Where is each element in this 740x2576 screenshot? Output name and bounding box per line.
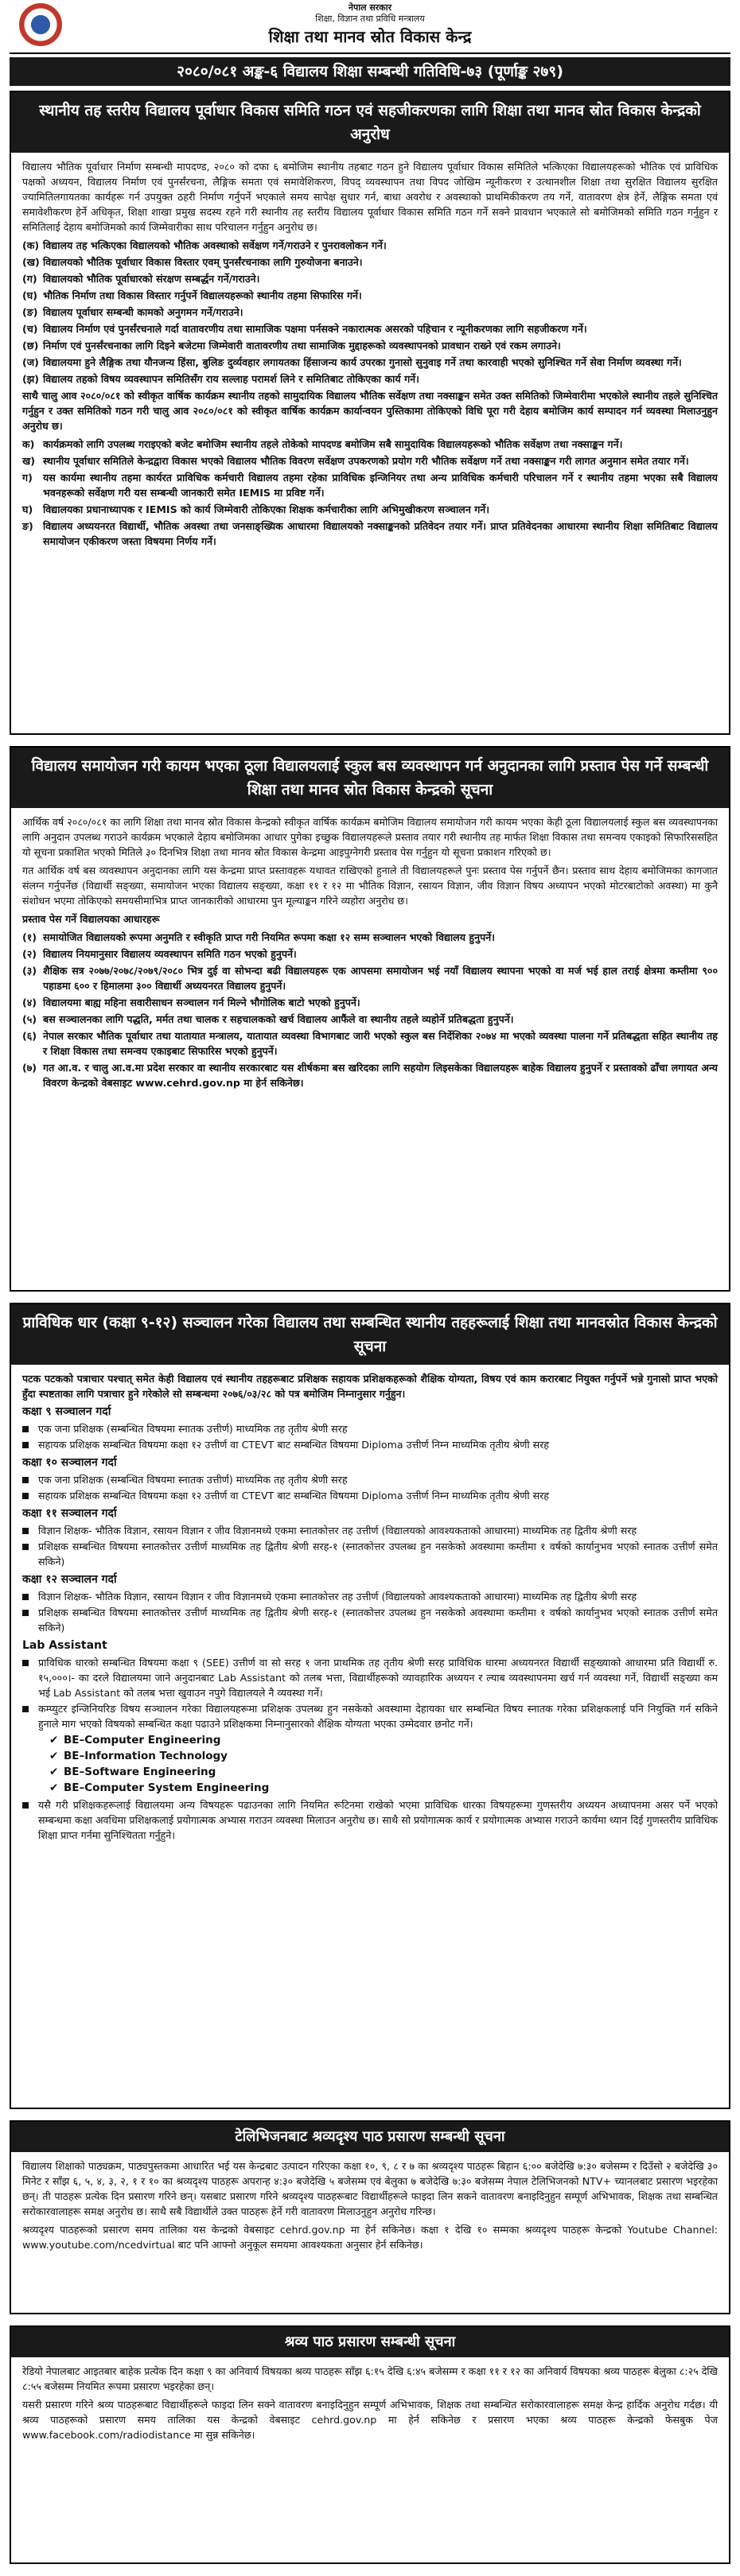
list-item: ग) यस कार्यमा स्थानीय तहमा कार्यरत प्राविधिक कर्मचारी विद्यालय तहमा रहेका प्राविधिक इन्जिनियर तथा अन्य प्राविधिक कर्मचारी परिचालन गर्ने र स्थानीय तहमा भएका सबै विद्यालय भवनहरूको सर्वेक्षण गरी यस सम्बन्धी जानकारी समेत IEMIS मा प्रविष्ट गर्ने। bbox=[22, 472, 718, 499]
list-item: ✔ BE–Computer Engineering bbox=[49, 1734, 221, 1746]
list-item: ✔ BE–Information Technology bbox=[49, 1750, 228, 1762]
notice-school-bus bbox=[10, 746, 730, 1292]
section-body bbox=[11, 2152, 729, 2262]
list-item: (४) विद्यालयमा बाह्य महिना सवारीसाधन सञ्चालन गर्न मिल्ने भौगोलिक बाटो भएको हुनुपर्ने। bbox=[22, 997, 360, 1008]
center-name: शिक्षा तथा मानव स्रोत विकास केन्द्र bbox=[268, 27, 472, 46]
task-list bbox=[22, 437, 718, 549]
responsibility-list bbox=[22, 238, 718, 387]
ministry-name: शिक्षा, विज्ञान तथा प्रविधि मन्त्रालय bbox=[315, 14, 425, 24]
paragraph: विद्यालय शिक्षाको पाठ्यक्रम, पाठ्यपुस्तकमा आधारित भई यस केन्द्रबाट उत्पादन गरिएका कक्षा १०, ९, ८ र ७ का श्रव्यदृश्य पाठहरू बिहान ६:०० बजेदेखि ७:३० बजेसम्म र दिउँसो २ बजेदेखि ३० मिनेट र साँझ ६, ५, ४, ३, २, १ र १० का श्रव्यदृश्य पाठहरू अपरान्ह ४:३० बजेदेखि ५ बजेसम्म एवं बेलुका ७ बजेदेखि ७:३० बजेसम्म नेपाल टेलिभिजनको NTV+ च्यानलबाट प्रसारण भइरहेका छन्। ती पाठहरू प्रत्येक दिन प्रसारण गरिने छन्। यसबाट प्रसारण गरिने श्रव्यदृश्य पाठहरूबाट विद्यार्थीहरूले फाइदा लिन सकने वातावरण बनाइदिनुहुन सम्पूर्ण अभिभावक, शिक्षक तथा सम्बन्धित सरोकारवालाहरू समक्ष अनुरोध छ। साथै सबै विद्यार्थीले उक्त पाठहरू हेर्ने गरी वातावरण मिलाउनुहुन अनुरोध गरिन्छ। bbox=[22, 2160, 718, 2217]
section-body bbox=[11, 1365, 729, 1850]
list-item: यसै गरी प्रशिक्षकहरूलाई विद्यालयमा अन्य विषयहरू पढाउनका लागि नियमित रूटिनमा राखेको भएमा प्राविधिक धारका विषयहरूमा गुणस्तरीय अध्ययन अध्यापनमा असर पर्ने भएको सम्बन्धमा कक्षा अवधिमा प्रशिक्षकलाई प्रयोगात्मक अभ्यास गराउन व्यवस्था मिलाउन अनुरोध छ। साथै सो प्रयोगात्मक कार्य र प्रयोगात्मक अभ्यास गराउने कार्यमा ध्यान दिई गुणस्तरीय प्राविधिक शिक्षा प्राप्त गर्नमा सुनिश्चितता गर्नुहुने। bbox=[22, 1797, 718, 1843]
list-item: विज्ञान शिक्षक- भौतिक विज्ञान, रसायन विज्ञान र जीव विज्ञानमध्ये एकमा स्नातकोत्तर तह उत्तीर्ण (विद्यालयको आवश्यकताको आधारमा) माध्यमिक तह द्वितीय श्रेणी सरह bbox=[22, 1523, 718, 1538]
requirement-list bbox=[22, 1472, 718, 1503]
grade-heading: कक्षा १२ सञ्चालन गर्दा bbox=[22, 1573, 117, 1586]
list-item: विज्ञान शिक्षक- भौतिक विज्ञान, रसायन विज्ञान र जीव विज्ञानमध्ये एकमा स्नातकोत्तर तह उत्तीर्ण (विद्यालयको आवश्यकताको आधारमा) माध्यमिक तह द्वितीय श्रेणी सरह bbox=[22, 1589, 718, 1604]
grade-heading: कक्षा ९ सञ्चालन गर्दा bbox=[22, 1405, 111, 1418]
list-item: (५) बस सञ्चालनका लागि पद्धति, मर्मत तथा चालक र सहचालकको खर्च विद्यालय आफैंले वा स्थानीय तहले व्यहोर्ने प्रतिबद्धता हुनुपर्ने। bbox=[22, 1013, 514, 1025]
notice-tv-broadcast bbox=[10, 2120, 730, 2314]
list-item: प्रशिक्षक सम्बन्धित विषयमा स्नातकोत्तर उत्तीर्ण माध्यमिक तह द्वितीय श्रेणी सरह-१ (स्नातकोत्तर उपलब्ध हुन नसकेको अवस्थामा कम्तीमा १ वर्षको कार्यानुभव भएको स्नातक उत्तीर्ण समेत सकिने) bbox=[22, 1605, 718, 1635]
list-item: सहायक प्रशिक्षक सम्बन्धित विषयमा कक्षा १२ उत्तीर्ण वा CTEVT बाट सम्बन्धित विषयमा Diploma उत्तीर्ण निम्न माध्यमिक तृतीय श्रेणी सरह bbox=[22, 1437, 718, 1452]
section-body bbox=[11, 2357, 729, 2452]
requirement-list bbox=[22, 1421, 718, 1452]
list-item: प्राविधिक धारको सम्बन्धित विषयमा कक्षा ९ (SEE) उत्तीर्ण वा सो सरह १ जना प्राथमिक तह तृतीय श्रेणी सरह प्राविधिक धारमा अध्ययनरत विद्यार्थी सङ्ख्याको आधारमा प्रति विद्यार्थी रु. १५,०००।- का दरले विद्यालयमा जाने अनुदानबाट Lab Assistant को तलब भत्ता, विद्यार्थीहरूको व्यावहारिक अध्ययन र ल्याब व्यवस्थापनमा खर्च गर्न व्यवस्था गर्ने, विद्यार्थी सङ्ख्या कम भई Lab Assistant को तलब भत्ता खुवाउन नपुगे विद्यालयले नै व्यवस्था गर्ने। bbox=[22, 1655, 718, 1700]
square-bullet-icon bbox=[22, 1589, 38, 1604]
square-bullet-icon bbox=[22, 1701, 38, 1731]
list-item: ✔ BE–Computer System Engineering bbox=[49, 1781, 270, 1794]
list-item: (च) विद्यालय निर्माण एवं पुनर्संरचनाले गर्दा वातावरणीय तथा सामाजिक पक्षमा पर्नसक्ने नकारात्मक असरको पहिचान र न्यूनीकरणका लागि सहजीकरण गर्ने। bbox=[22, 323, 587, 335]
grade-heading: कक्षा ११ सञ्चालन गर्दा bbox=[22, 1507, 117, 1520]
intro-paragraph: विद्यालय भौतिक पूर्वाधार निर्माण सम्बन्धी मापदण्ड, २०८० को दफा ६ बमोजिम स्थानीय तहबाट गठन हुने विद्यालय पूर्वाधार विकास समितिले भत्किएका विद्यालयहरूको भौतिक एवं प्राविधिक पक्षको अध्ययन, विद्यालय निर्माण एवं पुनर्संरचना, लैङ्गिक समता एवं समावेशिकरण, विपद् व्यवस्थापन तथा विपद जोखिम न्यूनीकरण र उत्थानशील शिक्षा तथा सुरक्षित विद्यालय सुरक्षित ज्यामितिलगायतका कार्यहरू गर्न उपयुक्त ठहरी निर्माण गर्नुपर्ने भएकाले समय सापेक्ष सुधार गर्न, बाधा अवरोध र अवस्थाको प्राथमिकीकरण तय गर्ने, वातावरण क्षेत्र हेर्ने, लैङ्गिक समता एवं समावेशीकरण हेर्ने अधिकृत, शिक्षा शाखा प्रमुख सदस्य रहने गरी स्थानीय तह स्तरीय विद्यालय पूर्वाधार विकास समिति गठन गर्ने सक्ने प्रावधान भएकाले सो बमोजिमको समिति गठन गर्नुहुन र समितिलाई देहाय बमोजिमको कार्य जिम्मेवारीका साथ परिचालन गर्नुहुन अनुरोध छ। bbox=[22, 161, 718, 233]
list-item: (७) गत आ.व. र चालु आ.व.मा प्रदेश सरकार वा स्थानीय सरकारबाट यस शीर्षकमा बस खरिदका लागि सहयोग लिइसकेका विद्यालयहरू बाहेक विद्यालय हुनुपर्ने र प्रस्तावको ढाँचा लगायत अन्य विवरण केन्द्रको वेबसाइट www.cehrd.gov.np मा हेर्न सकिनेछ। bbox=[22, 1062, 718, 1089]
check-mark-icon: ✔ bbox=[49, 1781, 59, 1794]
list-item: (झ) विद्यालय तहको विषय व्यवस्थापन समितिसँग राय सल्लाह परामर्श लिने र समितिबाट तोकिएका कार्य गर्ने। bbox=[22, 373, 419, 385]
requirement-list bbox=[22, 1523, 718, 1569]
list-item: घ) विद्यालयका प्रधानाध्यापक र IEMIS को कार्य जिम्मेवारी तोकिएका शिक्षक कर्मचारीका लागि अभिमुखीकरण सञ्चालन गर्ने। bbox=[22, 503, 490, 515]
list-item: सहायक प्रशिक्षक सम्बन्धित विषयमा कक्षा १२ उत्तीर्ण वा CTEVT बाट सम्बन्धित विषयमा Diploma उत्तीर्ण निम्न माध्यमिक तृतीय श्रेणी सरह bbox=[22, 1488, 718, 1503]
requirement-list bbox=[22, 1589, 718, 1635]
section-body bbox=[11, 808, 729, 1098]
square-bullet-icon bbox=[22, 1488, 38, 1503]
list-item: (ग) विद्यालयको भौतिक पूर्वाधारको संरक्षण सम्बर्द्धन गर्ने/गराउने। bbox=[22, 273, 260, 285]
intro-paragraph: आर्थिक वर्ष २०८०/०८१ का लागि शिक्षा तथा मानव स्रोत विकास केन्द्रको स्वीकृत वार्षिक कार्यक्रम बमोजिम विद्यालय समायोजन गरी कायम भएका केही ठूला विद्यालयलाई स्कुल बस व्यवस्थापनका लागि अनुदान उपलब्ध गराउने कार्यक्रम भएकाले देहाय बमोजिमका आधार पुगेका इच्छुक विद्यालयहरूले प्रस्ताव तयार गरी स्थानीय तह मार्फत शिक्षा विकास तथा समन्वय एकाइको सिफारिससहित यो सूचना प्रकाशित भएको मितिले ३० दिनभित्र शिक्षा तथा मानव स्रोत विकास केन्द्रमा आइपुग्नेगरी प्रस्ताव पेस गर्नुहुन यो सूचना प्रकाशन गरिएको छ। bbox=[22, 816, 718, 858]
list-item: (६) नेपाल सरकार भौतिक पूर्वाधार तथा यातायात मन्त्रालय, यातायात व्यवस्था विभागबाट जारी भएको स्कुल बस निर्देशिका २०७४ मा भएको व्यवस्था पालना गर्ने प्रतिबद्धता सहित स्थानीय तह र शिक्षा विकास तथा समन्वय एकाइबाट सिफारिस भएको हुनुपर्ने। bbox=[22, 1030, 718, 1057]
square-bullet-icon bbox=[22, 1523, 38, 1538]
square-bullet-icon bbox=[22, 1605, 38, 1635]
list-item: एक जना प्रशिक्षक (सम्बन्धित विषयमा स्नातक उत्तीर्ण) माध्यमिक तह तृतीय श्रेणी सरह bbox=[22, 1472, 718, 1487]
second-paragraph: गत आर्थिक वर्ष बस व्यवस्थापन अनुदानका लागि यस केन्द्रमा प्राप्त प्रस्तावहरू यथावत राखिएको हुनाले ती विद्यालयहरूले पुनः प्रस्ताव पेस गर्नुपर्ने छैन। प्रस्ताव साथ देहाय बमोजिमका कागजात संलग्न गर्नुपर्नेछ (विद्यार्थी सङ्ख्या, समायोजन भएका विद्यालय सङ्ख्या, कक्षा ११ र १२ मा भौतिक विज्ञान, रसायन विज्ञान, जीव विज्ञान विषय अध्यापन भएको मोटरबाटोको अवस्था) मा कुनै संशोधन भएमा तोकिएको समयसीमाभित्र प्राप्त जानकारीको आधारमा पुन मूल्याङ्कन गरिने व्यहोरा अनुरोध छ। bbox=[22, 864, 718, 907]
check-mark-icon: ✔ bbox=[49, 1750, 59, 1762]
list-item: (क) विद्यालय तह भत्किएका विद्यालयको भौतिक अवस्थाको सर्वेक्षण गर्ने/गराउने र पुनरावलोकन गर्ने। bbox=[22, 239, 387, 251]
degree-list bbox=[49, 1733, 718, 1796]
paragraph: रेडियो नेपालबाट आइतबार बाहेक प्रत्येक दिन कक्षा ९ का अनिवार्य विषयका श्रव्य पाठहरू साँझ ६:१५ देखि ६:४५ बजेसम्म र कक्षा ११ र १२ का अनिवार्य विषयका श्रव्य पाठहरू बेलुका ८:२५ देखि ८:५५ बजेसम्म नियमित रूपमा प्रसारण भइरहेका छन्। bbox=[22, 2365, 718, 2392]
issue-banner: २०८०/०८१ अङ्क-६ विद्यालय शिक्षा सम्बन्धी गतिविधि-७३ (पूर्णाङ्क २७९) bbox=[10, 57, 730, 86]
square-bullet-icon bbox=[22, 1655, 38, 1700]
square-bullet-icon bbox=[22, 1421, 38, 1436]
list-item: (ङ) विद्यालय पूर्वाधार सम्बन्धी कामको अनुगमन गर्ने/गराउने। bbox=[22, 306, 243, 318]
list-item: ख) स्थानीय पूर्वाधार समितिले केन्द्रद्वारा विकास भएको विद्यालय भौतिक विवरण सर्वेक्षण उपकरणको प्रयोग गरी भौतिक सर्वेक्षण गर्ने तथा नक्साङ्कन गरी लागत अनुमान समेत तयार गर्ने। bbox=[22, 455, 689, 467]
notice-committee-formation bbox=[10, 91, 730, 735]
list-item: ङ) विद्यालय अध्ययनरत विद्यार्थी, भौतिक अवस्था तथा जनसाङ्ख्यिक आधारमा विद्यालयको नक्साङ्कनको प्रतिवेदन तयार गर्ने। प्राप्त प्रतिवेदनका आधारमा स्थानीय शिक्षा समितिबाट विद्यालय समायोजन एकीकरण जस्ता विषयमा निर्णय गर्ने। bbox=[22, 520, 718, 547]
second-paragraph: साथै चालु आव २०८०/०८१ को स्वीकृत वार्षिक कार्यक्रम स्थानीय तहको सामुदायिक विद्यालय भौतिक सर्वेक्षण तथा नक्साङ्कन समेत उक्त समितिको जिम्मेवारीमा भएकोले स्थानीय तहले सुनिश्चित गर्नुहुन र उक्त समितिको गठन गरी चालु आव २०८०/०८१ को स्वीकृत वार्षिक कार्यक्रम कार्यान्वयन पुस्तिकामा तोकिएको विधि पूरा गरी देहाय बमोजिम कार्य सम्पादन गर्न व्यवस्था मिलाउनुहुन अनुरोध छ। bbox=[22, 390, 718, 432]
list-item: ✔ BE–Software Engineering bbox=[49, 1766, 216, 1778]
list-item: (छ) निर्माण एवं पुनर्संरचनाका लागि दिइने बजेटमा जिम्मेवारी वातावरणीय तथा सामाजिक मुद्दाहरूको व्यवस्थापनको प्रावधान राख्ने एवं रकम लगाउने। bbox=[22, 340, 561, 352]
list-item: (ज) विद्यालयमा हुने लैङ्गिक तथा यौनजन्य हिंसा, बुलिङ दुर्व्यवहार लगायतका हिंसाजन्य कार्य उपरका गुनासो सुनुवाइ गर्ने तथा कारवाही भएको सुनिश्चित गर्ने सेवा निर्माण व्यवस्था गर्ने। bbox=[22, 356, 682, 368]
intro-paragraph: पटक पटकको पत्राचार पश्चात् समेत केही विद्यालय एवं स्थानीय तहहरूबाट प्रशिक्षक सहायक प्रशिक्षकहरूको शैक्षिक योग्यता, विषय एवं काम करारबाट नियुक्त गर्नुपर्ने भन्ने गुनासो प्राप्त भएको हुँदा स्पष्टताका लागि पत्राचार हुने गरेकोले सो सम्बन्धमा २०७६/०३/२८ को पत्र बमोजिम निम्नानुसार गर्नुहुन। bbox=[22, 1373, 718, 1400]
list-item: (१) समायोजित विद्यालयको रूपमा अनुमति र स्वीकृति प्राप्त गरी नियमित रूपमा कक्षा १२ सम्म सञ्चालन भएको विद्यालय हुनुपर्ने। bbox=[22, 931, 495, 943]
section-title: श्रव्य पाठ प्रसारण सम्बन्धी सूचना bbox=[11, 2327, 729, 2357]
list-item: (घ) भौतिक निर्माण तथा विकास विस्तार गर्नुपर्ने विद्यालयहरूको स्थानीय तहमा सिफारिस गर्ने। bbox=[22, 289, 362, 301]
masthead bbox=[10, 0, 730, 54]
closing-list bbox=[22, 1797, 718, 1843]
check-mark-icon: ✔ bbox=[49, 1766, 59, 1778]
notice-radio-broadcast bbox=[10, 2325, 730, 2564]
notice-technical-stream bbox=[10, 1303, 730, 2109]
section-title: प्राविधिक धार (कक्षा ९-१२) सञ्चालन गरेका विद्यालय तथा सम्बन्धित स्थानीय तहहरूलाई शिक्षा तथा मानवस्रोत विकास केन्द्रको सूचना bbox=[11, 1304, 729, 1365]
list-item: एक जना प्रशिक्षक (सम्बन्धित विषयमा स्नातक उत्तीर्ण) माध्यमिक तह तृतीय श्रेणी सरह bbox=[22, 1421, 718, 1436]
lab-assistant-heading: Lab Assistant bbox=[22, 1639, 107, 1652]
square-bullet-icon bbox=[22, 1539, 38, 1569]
square-bullet-icon bbox=[22, 1437, 38, 1452]
section-title: टेलिभिजनबाट श्रव्यदृश्य पाठ प्रसारण सम्बन्धी सूचना bbox=[11, 2122, 729, 2152]
government-name: नेपाल सरकार bbox=[348, 2, 392, 13]
list-item: प्रशिक्षक सम्बन्धित विषयमा स्नातकोत्तर उत्तीर्ण माध्यमिक तह द्वितीय श्रेणी सरह-१ (स्नातकोत्तर उपलब्ध हुन नसकेको अवस्थामा कम्तीमा १ वर्षको कार्यानुभव भएको स्नातक उत्तीर्ण समेत सकिने) bbox=[22, 1539, 718, 1569]
paragraph: यसरी प्रसारण गरिने श्रव्य पाठहरूबाट विद्यार्थीहरूले फाइदा लिन सक्ने वातावरण बनाइदिनुहुन सम्पूर्ण अभिभावक, शिक्षक तथा सम्बन्धित सरोकारवालाहरू समक्ष केन्द्र हार्दिक अनुरोध गर्दछ। यी श्रव्य पाठहरूको प्रसारण समय तालिका यस केन्द्रको वेबसाइट cehrd.gov.np मा हेर्न सकिनेछ र प्रसारण भएका श्रव्य पाठहरू केन्द्रको फेसबुक पेज www.facebook.com/radiodistance मा सुन्न सकिनेछ। bbox=[22, 2399, 718, 2441]
grade-heading: कक्षा १० सञ्चालन गर्दा bbox=[22, 1456, 117, 1469]
basis-heading: प्रस्ताव पेस गर्ने विद्यालयका आधारहरू bbox=[22, 913, 160, 925]
list-item: (ख) विद्यालयको भौतिक पूर्वाधार विकास विस्तार एवम् पुनर्संरचनाका लागि गुरुयोजना बनाउने। bbox=[22, 256, 363, 268]
list-item: कम्प्युटर इन्जिनियरिङ विषय सञ्चालन गरेका विद्यालयहरूमा प्रशिक्षक उपलब्ध हुन नसकेको अवस्थामा देहायका धार सम्बन्धित विषय स्नातक गरेका प्रशिक्षकलाई पनि नियुक्ति गर्न सकिने हुनाले माग भएको विषयको सम्बन्धित कक्षा पढाउने प्रशिक्षकमा निम्नानुसारको शैक्षिक योग्यता भएका उम्मेदवार छनोट गर्ने। bbox=[22, 1701, 718, 1731]
section-title: स्थानीय तह स्तरीय विद्यालय पूर्वाधार विकास समिति गठन एवं सहजीकरणका लागि शिक्षा तथा मानव स्रोत विकास केन्द्रको अनुरोध bbox=[11, 92, 729, 153]
check-mark-icon: ✔ bbox=[49, 1734, 59, 1746]
square-bullet-icon bbox=[22, 1472, 38, 1487]
square-bullet-icon bbox=[22, 1797, 38, 1843]
list-item: (३) शैक्षिक सत्र २०७७/२०७८/२०७९/२०८० भित्र दुई वा सोभन्दा बढी विद्यालयहरू एक आपसमा समायोजन भई नयाँ विद्यालय स्थापना भएको वा मर्ज भई हाल तराई क्षेत्रमा कम्तीमा ९०० पहाडमा ६०० र हिमालमा ३०० विद्यार्थी अध्ययनरत विद्यालय हुनुपर्ने। bbox=[22, 965, 718, 992]
lab-list bbox=[22, 1655, 718, 1731]
section-body bbox=[11, 153, 729, 557]
criteria-list bbox=[22, 930, 718, 1090]
section-title: विद्यालय समायोजन गरी कायम भएका ठूला विद्यालयलाई स्कुल बस व्यवस्थापन गर्न अनुदानका लागि प्रस्ताव पेस गर्ने सम्बन्धी शिक्षा तथा मानव स्रोत विकास केन्द्रको सूचना bbox=[11, 748, 729, 808]
list-item: क) कार्यक्रमको लागि उपलब्ध गराइएको बजेट बमोजिम स्थानीय तहले तोकेको मापदण्ड बमोजिम सबै सामुदायिक विद्यालयहरूको भौतिक सर्वेक्षण तथा नक्साङ्कन गर्ने। bbox=[22, 438, 623, 450]
paragraph: श्रव्यदृश्य पाठहरूको प्रसारण समय तालिका यस केन्द्रको वेबसाइट cehrd.gov.np मा हेर्न सकिनेछ। कक्षा १ देखि १० सम्मका श्रव्यदृश्य पाठहरू केन्द्रको Youtube Channel: www.youtube.com/ncedvirtual बाट पनि आफ्नो अनुकूल समयमा आवश्यकता अनुसार हेर्न सकिनेछ। bbox=[22, 2224, 718, 2251]
list-item: (२) विद्यालय नियमानुसार विद्यालय व्यवस्थापन समिति गठन भएको हुनुपर्ने। bbox=[22, 948, 297, 960]
